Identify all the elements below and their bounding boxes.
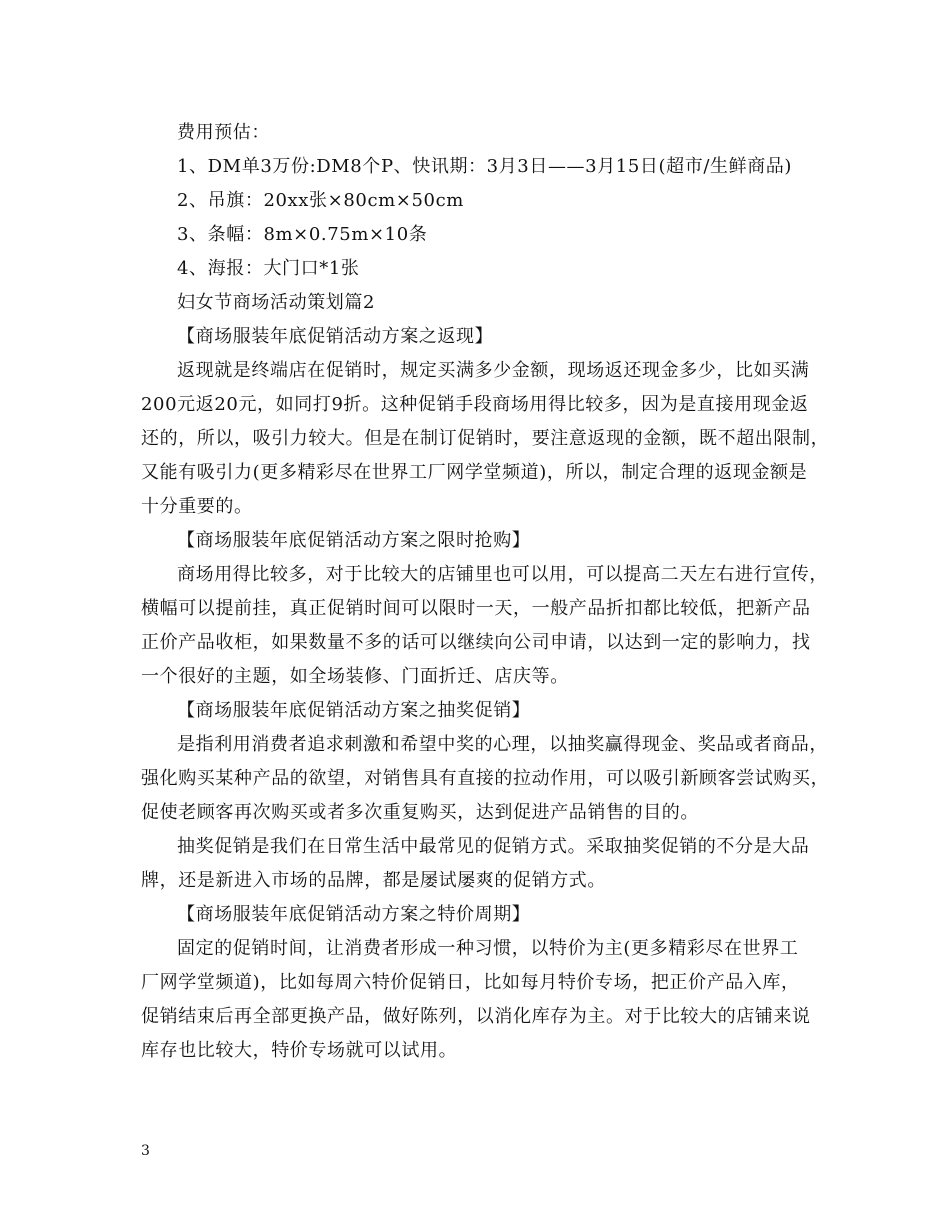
paragraph-line: 商场用得比较多，对于比较大的店铺里也可以用，可以提高二天左右进行宣传， (177, 564, 828, 585)
section-heading-special-price: 【商场服装年底促销活动方案之特价周期】 (177, 904, 531, 925)
document-body (141, 116, 830, 1068)
paragraph-line: 固定的促销时间，让消费者形成一种习惯，以特价为主(更多精彩尽在世界工 (177, 938, 799, 959)
cost-item-3: 3、条幅：8m×0.75m×10条 (177, 224, 428, 245)
paragraph-line: 十分重要的。 (141, 496, 253, 517)
paragraph-line: 又能有吸引力(更多精彩尽在世界工厂网学堂频道)，所以，制定合理的返现金额是 (141, 462, 808, 483)
paragraph-line: 正价产品收柜，如果数量不多的话可以继续向公司申请，以达到一定的影响力，找 (141, 632, 811, 653)
paragraph-line: 横幅可以提前挂，真正促销时间可以限时一天，一般产品折扣都比较低，把新产品 (141, 598, 811, 619)
section-heading-flash-sale: 【商场服装年底促销活动方案之限时抢购】 (177, 530, 531, 551)
cost-item-4: 4、海报：大门口*1张 (177, 258, 360, 279)
section-heading-lottery: 【商场服装年底促销活动方案之抽奖促销】 (177, 700, 531, 721)
cost-item-1: 1、DM单3万份:DM8个P、快讯期：3月3日——3月15日(超市/生鲜商品) (177, 156, 793, 177)
paragraph-line: 库存也比较大，特价专场就可以试用。 (141, 1040, 458, 1061)
paragraph-line: 返现就是终端店在促销时，规定买满多少金额，现场返还现金多少，比如买满 (177, 360, 810, 381)
paragraph-line: 200元返20元，如同打9折。这种促销手段商场用得比较多，因为是直接用现金返 (141, 394, 809, 415)
paragraph-line: 牌，还是新进入市场的品牌，都是屡试屡爽的促销方式。 (141, 870, 606, 891)
section-heading-cashback: 【商场服装年底促销活动方案之返现】 (177, 326, 494, 347)
paragraph-line: 强化购买某种产品的欲望，对销售具有直接的拉动作用，可以吸引新顾客尝试购买， (141, 768, 830, 789)
paragraph-line: 促销结束后再全部更换产品，做好陈列，以消化库存为主。对于比较大的店铺来说 (141, 1006, 811, 1027)
paragraph-line: 厂网学堂频道)，比如每周六特价促销日，比如每月特价专场，把正价产品入库， (141, 972, 800, 993)
paragraph-line: 抽奖促销是我们在日常生活中最常见的促销方式。采取抽奖促销的不分是大品 (177, 836, 810, 857)
paragraph-line: 还的，所以，吸引力较大。但是在制订促销时，要注意返现的金额，既不超出限制， (141, 428, 830, 449)
cost-estimate-heading: 费用预估： (177, 122, 270, 143)
page-number: 3 (141, 1143, 150, 1159)
paragraph-line: 是指利用消费者追求刺激和希望中奖的心理，以抽奖赢得现金、奖品或者商品， (177, 734, 828, 755)
cost-item-2: 2、吊旗：20xx张×80cm×50cm (177, 190, 464, 211)
paragraph-line: 一个很好的主题，如全场装修、门面折迁、店庆等。 (141, 666, 569, 687)
paragraph-line: 促使老顾客再次购买或者多次重复购买，达到促进产品销售的目的。 (141, 802, 699, 823)
article-title: 妇女节商场活动策划篇2 (177, 292, 376, 313)
